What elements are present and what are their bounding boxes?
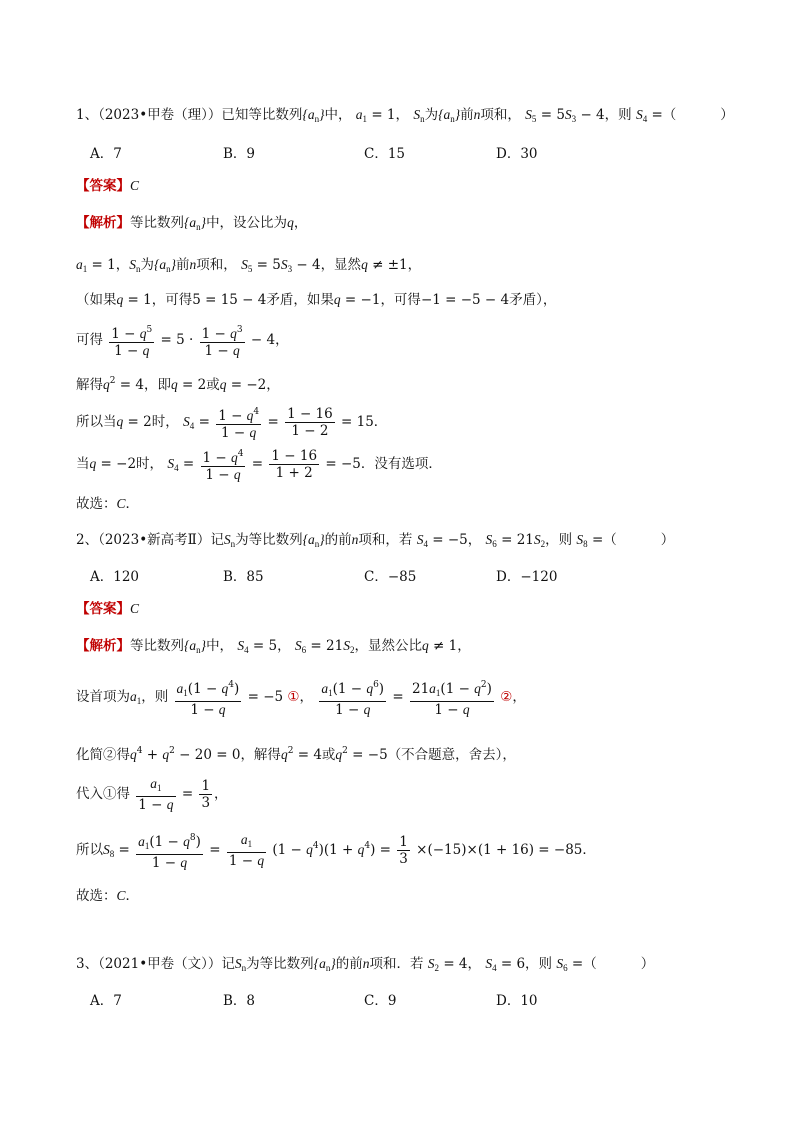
- solution1-line6: 所以当q = 2时， $S_4$ = $\frac{1 - q^4}{1 - q}$ = $\frac{1 - 16}{1 - 2}$ = 15．: [76, 406, 388, 441]
- solution1-line7: 当q = −2时， $S_4$ = $\frac{1 - q^4}{1 - q}$ = $\frac{1 - 16}{1 + 2}$ = −5．没有选项．: [76, 448, 442, 483]
- problem-number: 1、: [76, 107, 99, 123]
- choice-d[interactable]: D．10: [496, 993, 538, 1009]
- choice-d[interactable]: D．−120: [496, 569, 558, 585]
- problem-source: （2023•甲卷（理））: [98, 107, 222, 123]
- solution2-line3: 化简②得$q^4 + q^2 - 20 = 0$，解得$q^2 = 4$或$q^2 = -5$（不合题意，舍去），: [76, 746, 516, 763]
- choice-c[interactable]: C．−85: [364, 569, 417, 585]
- analysis-label: 【解析】: [76, 638, 130, 654]
- solution2-line5: 所以$S_8$ = $\frac{a_1(1 - q^8)}{1 - q}$ = $\frac{a_1}{1 - q}$ $(1 - q^4)(1 + q^4)$ = $\frac{1}{3}$ ×(−15)×(1 + 16) = −85．: [76, 832, 596, 871]
- answer-line-2: [76, 599, 139, 619]
- answer-value: C: [130, 601, 140, 616]
- answer-value: C: [130, 178, 140, 193]
- solution1-line4: 可得 $\frac{1 - q^5}{1 - q}$ = 5 · $\frac{1 - q^3}{1 - q}$ − 4，: [76, 320, 289, 360]
- choice-c[interactable]: C．9: [364, 993, 397, 1009]
- solution1-line8: 故选：C．: [76, 496, 140, 512]
- solution2-line4: 代入①得 $\frac{a_1}{1 - q}$ = $\frac{1}{3}$ ，: [76, 776, 228, 813]
- problem-2-stem: 2、（2023•新高考Ⅱ）记$S_n$为等比数列$\{a_n\}$的前n项和，若 $S_4 = -5$， $S_6 = 21S_2$，则 $S_8$ =（ ）: [76, 532, 675, 549]
- answer-line-1: [76, 176, 139, 196]
- answer-label: 【答案】: [76, 178, 130, 194]
- problem-number: 2、: [76, 532, 99, 548]
- problem-number: 3、: [76, 956, 99, 972]
- analysis-line-2: 【解析】等比数列$\{a_n\}$中， $S_4 = 5$， $S_6 = 21S_2$，显然公比q ≠ 1，: [76, 638, 471, 655]
- problem-1-stem: 1、（2023•甲卷（理））已知等比数列$\{a_n\}$中， $a_1 = 1$， $S_n$为$\{a_n\}$前n项和， $S_5 = 5S_3 - 4$，则 $S_4$ =（ ）: [76, 107, 734, 124]
- choice-a[interactable]: A．7: [90, 993, 122, 1009]
- choice-a[interactable]: A．7: [90, 146, 122, 162]
- solution1-line3: （如果q = 1，可得5 = 15 − 4矛盾，如果q = −1，可得−1 = −5 − 4矛盾），: [76, 292, 557, 308]
- analysis-line-1: 【解析】等比数列$\{a_n\}$中，设公比为q，: [76, 215, 308, 232]
- solution1-line5: 解得$q^2 = 4$，即q = 2或q = −2，: [76, 376, 280, 393]
- choice-c[interactable]: C．15: [364, 146, 406, 162]
- problem-source: （2021•甲卷（文））: [98, 956, 222, 972]
- solution1-line2: $a_1 = 1$，$S_n$为$\{a_n\}$前n项和， $S_5 = 5S_3 - 4$，显然q ≠ ±1，: [76, 257, 422, 274]
- answer-label: 【答案】: [76, 601, 130, 617]
- choice-d[interactable]: D．30: [496, 146, 538, 162]
- problem-3-stem: 3、（2021•甲卷（文））记$S_n$为等比数列$\{a_n\}$的前n项和．若 $S_2 = 4$， $S_4 = 6$，则 $S_6$ =（ ）: [76, 956, 655, 973]
- solution2-line2: 设首项为$a_1$，则 $\frac{a_1(1 - q^4)}{1 - q}$ = −5 ①， $\frac{a_1(1 - q^6)}{1 - q}$ = $\frac{21a_1(1 - q^2)}{1 - q}$ ②，: [76, 677, 526, 721]
- problem-source: （2023•新高考Ⅱ）: [98, 532, 211, 548]
- solution2-line6: 故选：C．: [76, 888, 140, 904]
- choice-b[interactable]: B．85: [223, 569, 264, 585]
- choice-b[interactable]: B．9: [223, 146, 256, 162]
- choice-a[interactable]: A．120: [90, 569, 140, 585]
- analysis-label: 【解析】: [76, 215, 130, 231]
- choice-b[interactable]: B．8: [223, 993, 256, 1009]
